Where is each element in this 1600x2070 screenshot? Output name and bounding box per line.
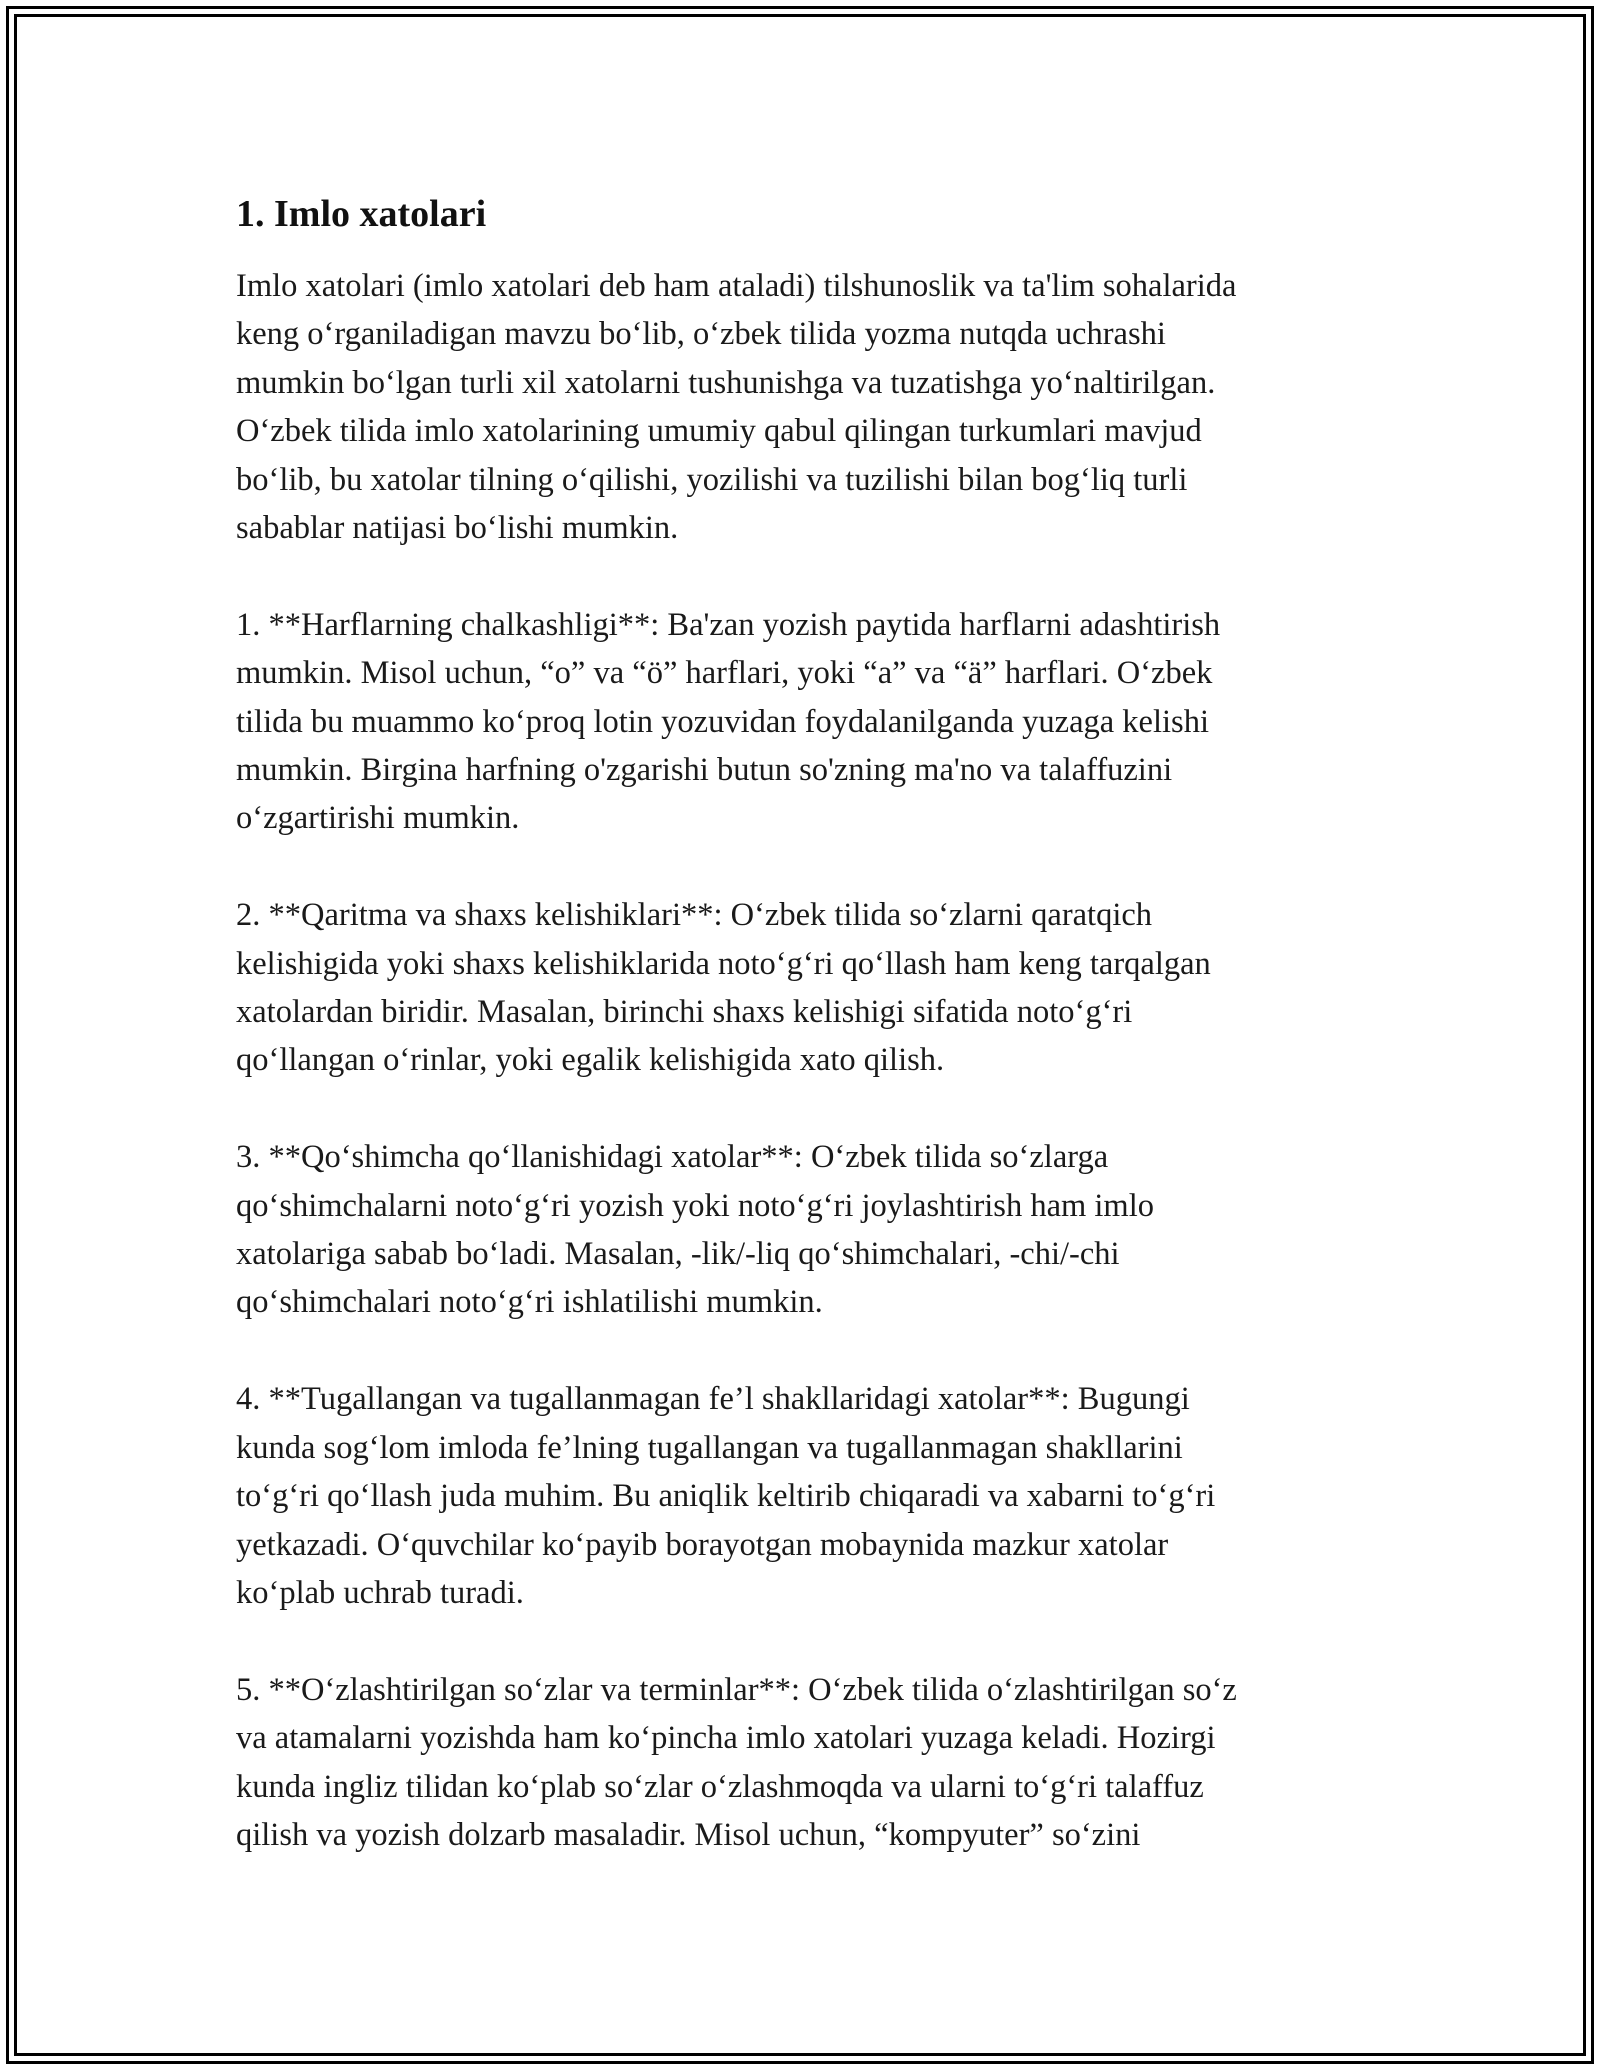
text-line: O‘zbek tilida imlo xatolarining umumiy qabul qilingan turkumlari mavjud <box>236 413 1202 450</box>
document-body <box>236 180 1386 1908</box>
text-line: 1. **Harflarning chalkashligi**: Ba'zan yozish paytida harflarni adashtirish <box>236 606 1221 643</box>
text-line: 2. **Qaritma va shaxs kelishiklari**: O‘zbek tilida so‘zlarni qaratqich <box>236 897 1153 934</box>
list-item-paragraph-2 <box>236 891 1386 1085</box>
text-line: o‘zgartirishi mumkin. <box>236 800 520 837</box>
list-item-paragraph-5 <box>236 1666 1386 1860</box>
list-item-paragraph-4 <box>236 1375 1386 1617</box>
text-line: Imlo xatolari (imlo xatolari deb ham ataladi) tilshunoslik va ta'lim sohalarida <box>236 268 1237 304</box>
text-line: xatolariga sabab bo‘ladi. Masalan, -lik/-liq qo‘shimchalari, -chi/-chi <box>236 1236 1120 1273</box>
text-line: sabablar natijasi bo‘lishi mumkin. <box>236 510 679 547</box>
text-line: kunda ingliz tilidan ko‘plab so‘zlar o‘zlashmoqda va ularni to‘g‘ri talaffuz <box>236 1768 1204 1805</box>
text-line: qo‘llangan o‘rinlar, yoki egalik kelishigida xato qilish. <box>236 1042 945 1079</box>
text-line: 4. **Tugallangan va tugallanmagan fe’l shakllaridagi xatolar**: Bugungi <box>236 1381 1190 1418</box>
text-line: qo‘shimchalarni noto‘g‘ri yozish yoki noto‘g‘ri joylashtirish ham imlo <box>236 1187 1154 1224</box>
text-line: mumkin bo‘lgan turli xil xatolarni tushunishga va tuzatishga yo‘naltirilgan. <box>236 364 1216 401</box>
text-line: kunda sog‘lom imloda fe’lning tugallangan va tugallanmagan shakllarini <box>236 1429 1183 1466</box>
text-line: va atamalarni yozishda ham ko‘pincha imlo xatolari yuzaga keladi. Hozirgi <box>236 1720 1216 1757</box>
text-line: 5. **O‘zlashtirilgan so‘zlar va terminlar**: O‘zbek tilida o‘zlashtirilgan so‘z <box>236 1671 1237 1708</box>
text-line: mumkin. Misol uchun, “o” va “ö” harflari, yoki “a” va “ä” harflari. O‘zbek <box>236 655 1213 692</box>
text-line: qilish va yozish dolzarb masaladir. Misol uchun, “kompyuter” so‘zini <box>236 1816 1141 1853</box>
text-line: xatolardan biridir. Masalan, birinchi shaxs kelishigi sifatida noto‘g‘ri <box>236 994 1133 1031</box>
text-line: kelishigida yoki shaxs kelishiklarida noto‘g‘ri qo‘llash ham keng tarqalgan <box>236 945 1211 982</box>
text-line: mumkin. Birgina harfning o'zgarishi butun so'zning ma'no va talaffuzini <box>236 752 1173 789</box>
text-line: bo‘lib, bu xatolar tilning o‘qilishi, yozilishi va tuzilishi bilan bog‘liq turli <box>236 461 1188 498</box>
text-line: to‘g‘ri qo‘llash juda muhim. Bu aniqlik keltirib chiqaradi va xabarni to‘g‘ri <box>236 1478 1216 1515</box>
intro-paragraph <box>236 262 1386 552</box>
section-heading: 1. Imlo xatolari <box>236 193 487 235</box>
text-line: qo‘shimchalari noto‘g‘ri ishlatilishi mumkin. <box>236 1284 823 1321</box>
text-line: tilida bu muammo ko‘proq lotin yozuvidan foydalanilganda yuzaga kelishi <box>236 703 1209 740</box>
text-line: 3. **Qo‘shimcha qo‘llanishidagi xatolar**: O‘zbek tilida so‘zlarga <box>236 1139 1109 1176</box>
list-item-paragraph-1 <box>236 601 1386 843</box>
text-line: ko‘plab uchrab turadi. <box>236 1574 524 1611</box>
text-line: yetkazadi. O‘quvchilar ko‘payib borayotgan mobaynida mazkur xatolar <box>236 1526 1169 1563</box>
text-line: keng o‘rganiladigan mavzu bo‘lib, o‘zbek tilida yozma nutqda uchrashi <box>236 316 1166 353</box>
list-item-paragraph-3 <box>236 1133 1386 1327</box>
